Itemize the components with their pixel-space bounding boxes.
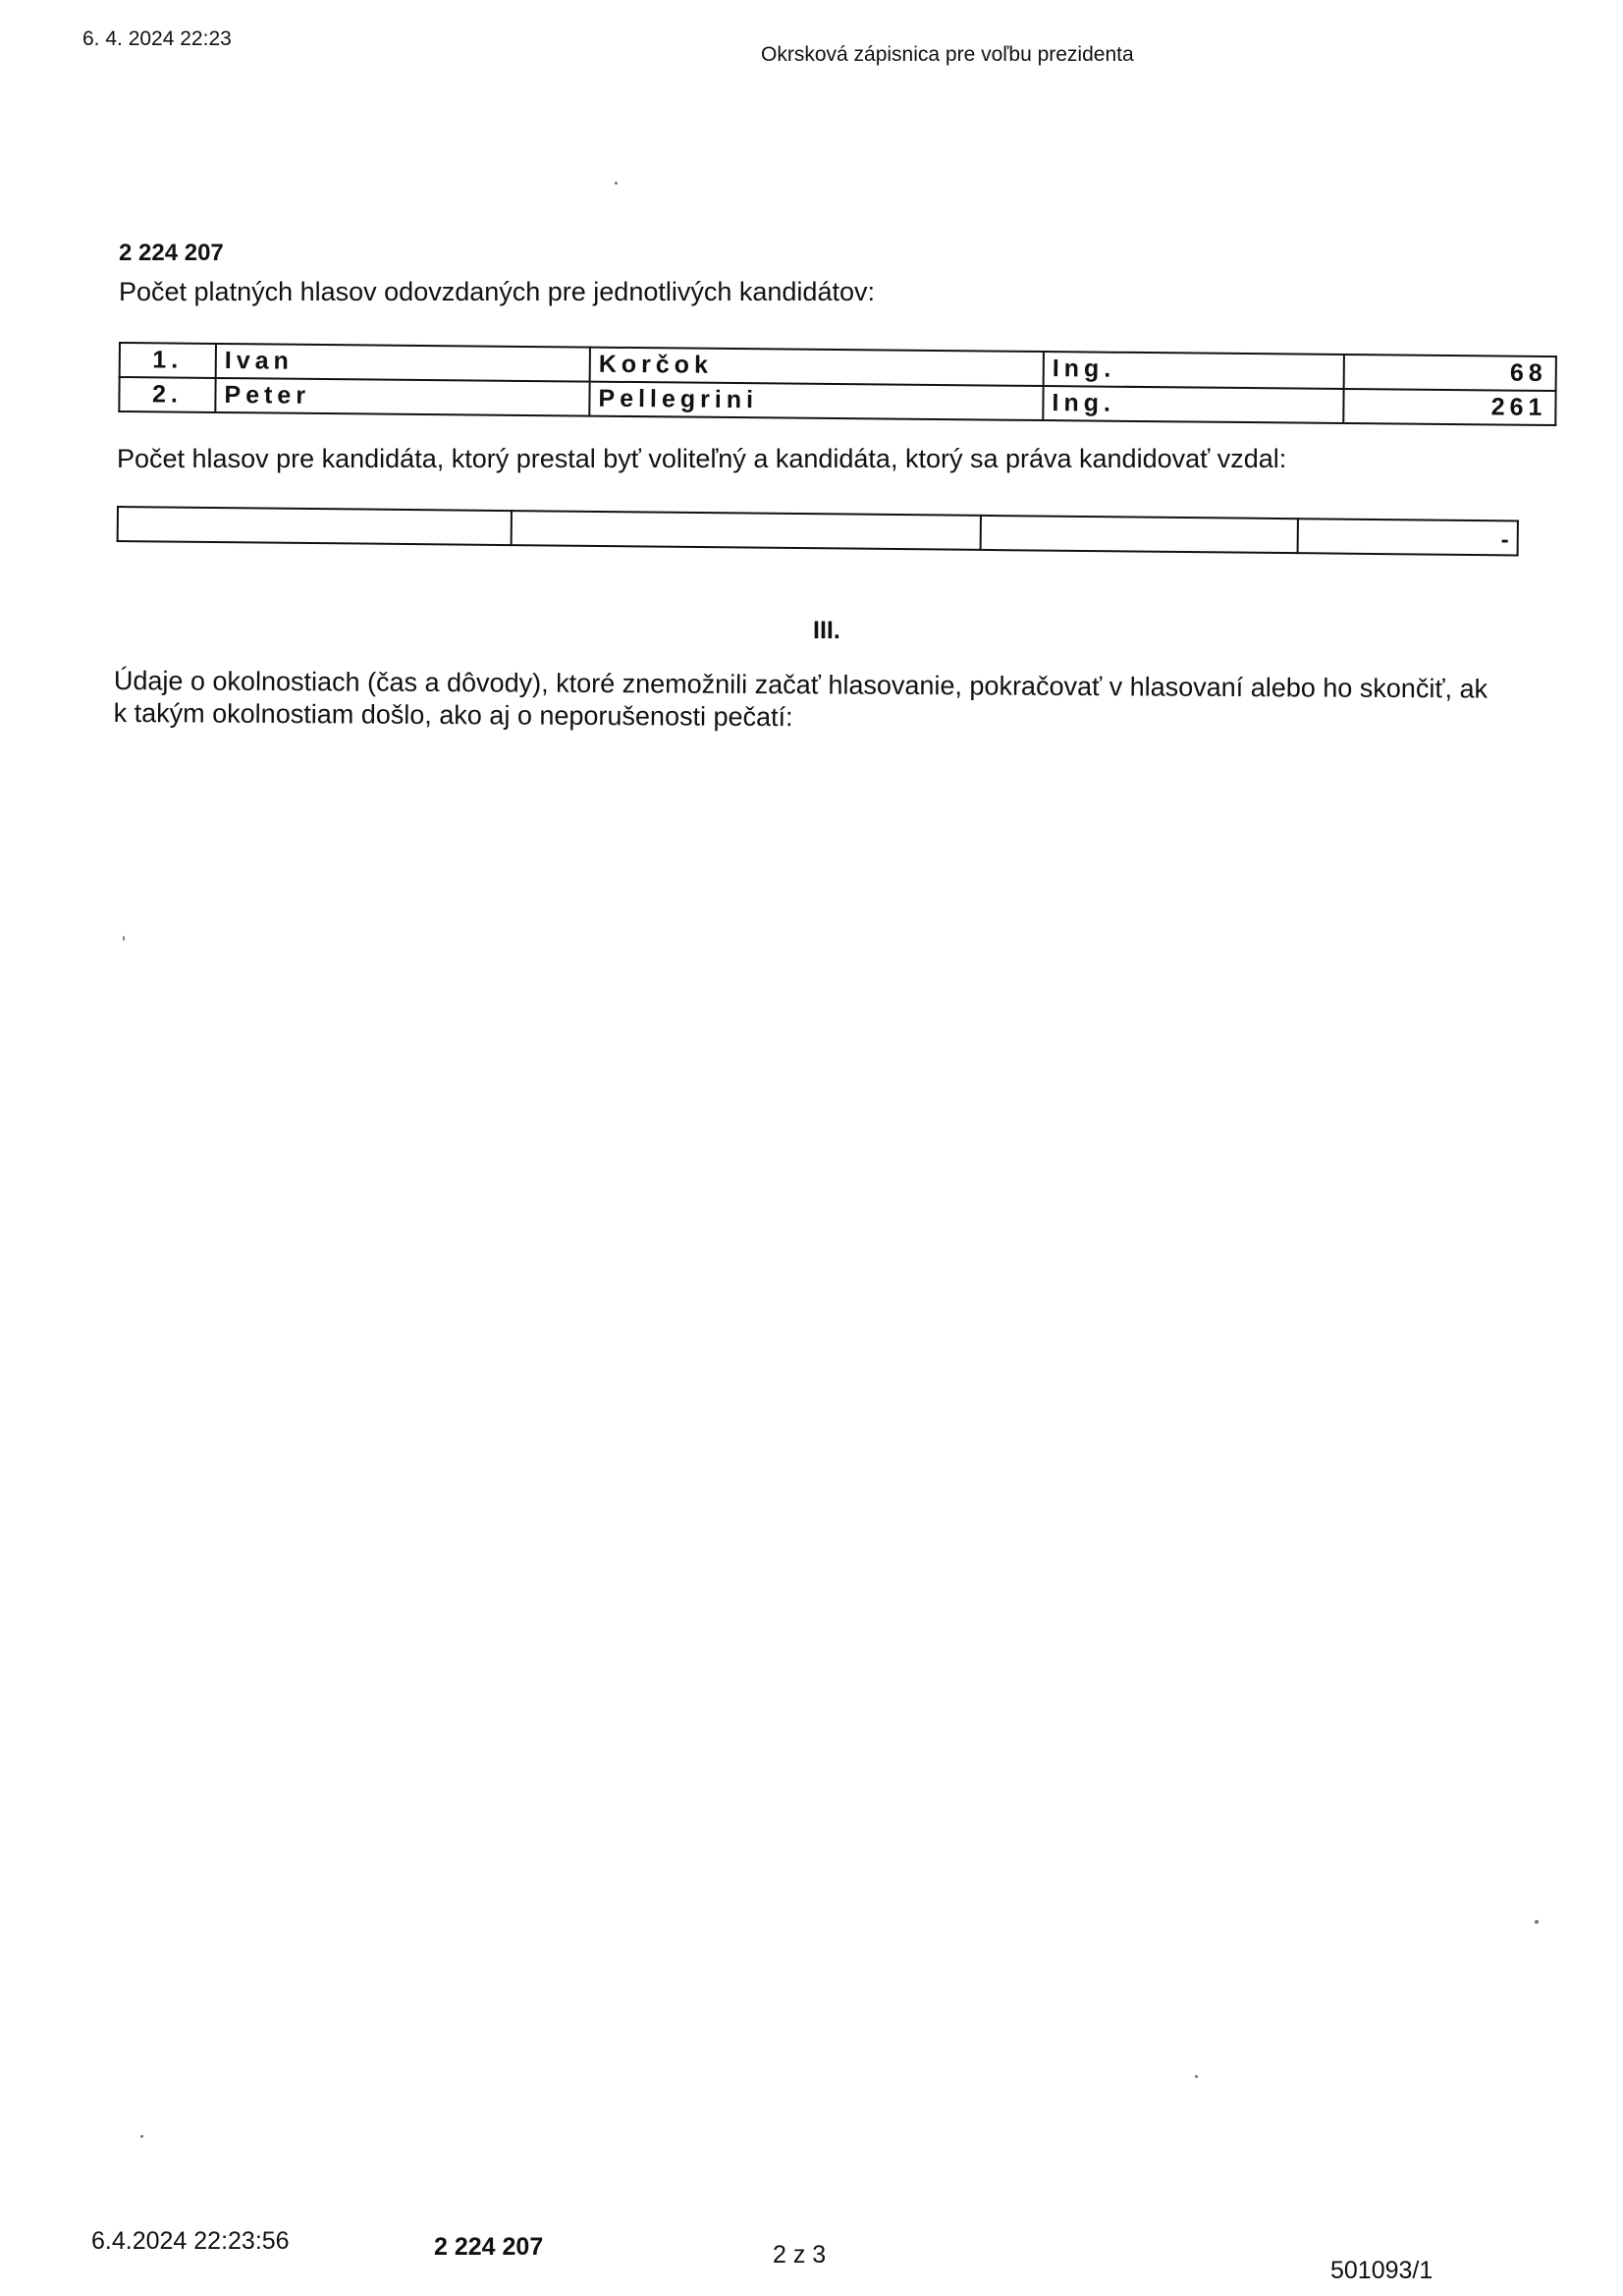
withdrawn-votes-cell: - [1298,519,1518,555]
candidate-degree: Ing. [1043,386,1343,423]
withdrawn-cell-3 [981,516,1298,553]
header-title: Okrsková zápisnica pre voľbu prezidenta [761,43,1134,66]
withdrawn-candidates-label: Počet hlasov pre kandidáta, ktorý prestal byť voliteľný a kandidáta, ktorý sa práva kandidovať vzdal: [117,444,1287,473]
candidate-last-name: Pellegrini [589,382,1043,420]
footer-code: 501093/1 [1330,2257,1434,2284]
candidate-first-name: Ivan [216,344,590,382]
scan-speck [615,182,618,185]
footer-document-number: 2 224 207 [434,2233,544,2261]
candidate-number: 2. [119,377,215,412]
candidate-degree: Ing. [1044,352,1344,389]
withdrawn-cell-1 [118,507,512,545]
document-number: 2 224 207 [119,240,224,266]
header-datetime: 6. 4. 2024 22:23 [82,27,232,50]
footer-timestamp: 6.4.2024 22:23:56 [91,2227,290,2255]
candidate-votes: 261 [1343,389,1555,425]
candidate-last-name: Korčok [590,348,1044,386]
section-heading: III. [813,617,840,644]
withdrawn-candidates-table [117,506,1519,556]
withdrawn-cell-2 [512,511,981,550]
table-row [118,507,1518,555]
scan-speck [1535,1920,1539,1924]
valid-votes-label: Počet platných hlasov odovzdaných pre jednotlivých kandidátov: [119,277,875,306]
candidates-table [118,342,1557,426]
footer-page-number: 2 z 3 [773,2241,827,2269]
scan-speck [1195,2075,1198,2078]
scan-speck [123,936,125,941]
candidate-number: 1. [120,343,216,378]
candidate-first-name: Peter [215,378,589,416]
scan-speck [140,2135,143,2138]
section-paragraph: Údaje o okolnostiach (čas a dôvody), ktoré znemožnili začať hlasovanie, pokračovať v hlasovaní alebo ho skončiť, ak k takým okolnostiam došlo, ako aj o neporušenosti pečatí: [113,666,1488,733]
candidate-votes: 68 [1344,355,1556,391]
